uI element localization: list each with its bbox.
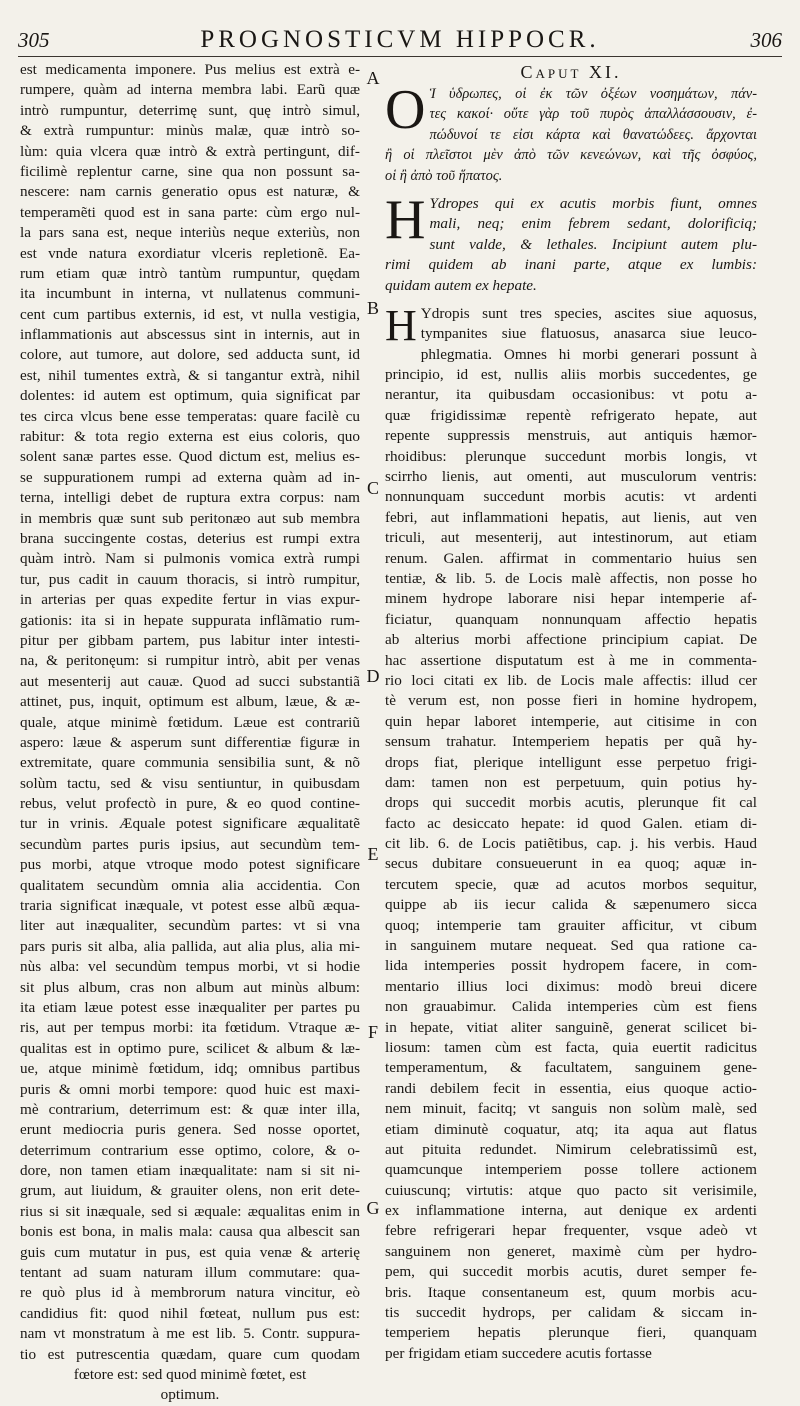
commentary-line: in hepate, vitiat aliter sanguinẽ, generat scilicet bi- bbox=[385, 1018, 757, 1036]
commentary-line: ab alterius morbi affectione principium capiat. De bbox=[385, 631, 757, 649]
latin-translation bbox=[385, 188, 757, 296]
greek-line: πώδυνοί τε εἰσι κάρτα καὶ θανατώδεες. ἄρχονται bbox=[429, 126, 757, 143]
text-line: quale, atque minimè fœtidum. Læue est contrariũ bbox=[20, 713, 360, 731]
greek-line: ἢ οἱ πλεῖστοι μὲν ἀπὸ τῶν κενεώνων, καὶ τῆς ὀσφύος, bbox=[385, 147, 757, 164]
text-line: est medicamenta imponere. Pus melius est extrà e- bbox=[20, 61, 360, 78]
text-line: rabitur: & tota regio externa est eius coloris, quo bbox=[20, 428, 360, 446]
page-number-right: 306 bbox=[750, 28, 782, 52]
text-line: & extrà rumpuntur: minùs malæ, quæ intrò so- bbox=[20, 122, 360, 140]
text-line: aspero: læue & asperum sunt differentiæ figuræ in bbox=[20, 733, 360, 751]
commentary-line: rio loci citati ex lib. de Locis male affectis: illud cer bbox=[385, 671, 757, 689]
commentary-line: tympanites siue flatuosus, anasarca siue leuco- bbox=[420, 325, 757, 343]
commentary-line: scirrho lienis, aut omenti, aut musculorum ventris: bbox=[385, 468, 757, 486]
text-line: solùm tactu, sed & visu sentiuntur, in quibusdam bbox=[20, 774, 360, 792]
text-line: cent cum partibus externis, id est, vt nulla vestigia, bbox=[20, 305, 360, 323]
commentary-line: Ydropis sunt tres species, ascites siue aquosus, bbox=[420, 304, 757, 322]
commentary bbox=[385, 300, 757, 1364]
commentary-line: nem minuit, facitq; vt sanguis non solùm malè, sed bbox=[385, 1100, 757, 1118]
commentary-line: tercutem specie, quæ ad acutos morbos sequitur, bbox=[385, 875, 757, 893]
text-line: nam vt monstratum à me est lib. 5. Contr. suppura- bbox=[20, 1325, 360, 1343]
commentary-line: facto ac desiccato hepate: id quod Galen. etiam di- bbox=[385, 814, 757, 832]
greek-aphorism bbox=[385, 79, 757, 186]
margin-letter: C bbox=[366, 478, 379, 498]
commentary-line: dam: tamen non est perpetuum, quin potius hy- bbox=[385, 773, 757, 791]
text-line: mè contrarium, deterrimum est: & quæ inter illa, bbox=[20, 1100, 360, 1118]
text-line: re quò plus id à membrorum natura vincitur, eò bbox=[20, 1284, 360, 1302]
text-line: rumpere, quàm ad interna membra labi. Earũ quæ bbox=[20, 81, 360, 99]
text-line: bonis est bona, in malis mala: causa qua albescit san bbox=[20, 1223, 360, 1241]
margin-letter: D bbox=[366, 666, 380, 686]
text-line: tur in vrinis. Æquale potest significare æqualitatẽ bbox=[20, 815, 360, 833]
commentary-line: hac assertione disputatum est à me in commenta- bbox=[385, 651, 757, 669]
text-line: lùm: quia vlcera quæ intrò & extrà pertingunt, dif- bbox=[20, 142, 360, 160]
text-line: sit plus album, cras non album aut minùs album: bbox=[20, 978, 360, 996]
commentary-line: quoq; intemperie tam grauiter afficitur, vt cibum bbox=[385, 916, 757, 934]
text-line: est, nihil tumentes extrà, & si tangantur extrà, nihil bbox=[20, 366, 360, 384]
text-line: colore, aut tumore, aut dolore, sed adducta sunt, id bbox=[20, 346, 360, 364]
text-line: na, & peritonęum: si rumpitur intrò, abit per venas bbox=[20, 652, 360, 670]
text-line: nùs alba: vel secundùm tempus morbi, vt si hodie bbox=[20, 958, 360, 976]
commentary-line: febre refrigerari hepar frequenter, vsque adeò vt bbox=[385, 1222, 757, 1240]
latin-line: sunt valde, & lethales. Incipiunt autem plu- bbox=[429, 235, 757, 253]
chapter-heading: Caput XI. bbox=[520, 62, 622, 82]
commentary-line: quippe ab iis iecur calida & sæpenumero sicca bbox=[385, 896, 757, 914]
greek-line: Ἱ ὑδρωπες, οἱ ἐκ τῶν ὀξέων νοσημάτων, πάν- bbox=[429, 86, 757, 102]
margin-letter: G bbox=[366, 1198, 380, 1218]
text-line: ficilimè replentur carne, sine qua non possunt sa- bbox=[20, 162, 360, 180]
commentary-line: mentario illius loci diximus: modò breui dicere bbox=[385, 977, 757, 995]
text-line: terna, intelligi debet de ruptura extra corpus: nam bbox=[20, 489, 360, 507]
text-line: brana succingente costas, deterius est rumpi extra bbox=[20, 529, 360, 547]
text-line: ue, atque minimè fœtidum, idq; omnibus partibus bbox=[20, 1060, 360, 1078]
commentary-line: tentiæ, & lib. 5. de Locis malè affectis, non posse ho bbox=[385, 569, 757, 587]
commentary-line: ficiatur, quanquam nonnunquam affectio hepatis bbox=[385, 610, 757, 628]
commentary-line: principio, id est, nullis aliis morbis succedentes, ge bbox=[385, 366, 757, 384]
commentary-line: renum. Galen. affirmat in commentario huius sen bbox=[385, 549, 757, 567]
text-line: guis cum mutatur in pus, est quia venæ & arterię bbox=[20, 1243, 360, 1261]
commentary-line: minem hydrope laborare nisi hepar intemperie af- bbox=[385, 590, 757, 608]
margin-letter: E bbox=[367, 844, 379, 864]
latin-line: rimi quidem ab inani parte, atque ex lumbis: bbox=[385, 256, 757, 274]
text-line: traria significat inæquale, vt potest esse albũ æqua- bbox=[20, 897, 360, 915]
text-line: intrò rumpuntur, deterrimę sunt, quę intrò simul, bbox=[20, 101, 360, 119]
commentary-line: pem, qui succedit morbis acutis, duret semper fe- bbox=[385, 1263, 757, 1281]
text-line: grum, aut liuidum, & grauiter olens, non erit dete- bbox=[20, 1182, 360, 1200]
commentary-line: rhoidibus: plerunque succedunt morbis longis, vt bbox=[385, 447, 757, 465]
commentary-line: liosum: tamen cùm est facta, quia euertit radicitus bbox=[385, 1038, 757, 1056]
latin-line: Ydropes qui ex acutis morbis fiunt, omnes bbox=[429, 194, 757, 212]
left-column bbox=[20, 60, 360, 1406]
commentary-line: cit lib. 6. de Locis patiẽtibus, cap. j. his verbis. Haud bbox=[385, 835, 757, 853]
text-line: est vnde natura exordiatur vlceris repletionẽ. Ea- bbox=[20, 244, 360, 262]
text-line: tio est putrescentia quædam, quare cum quodam bbox=[20, 1345, 360, 1363]
text-line: ita etiam læue potest esse inæqualiter per partes pu bbox=[20, 998, 360, 1016]
commentary-line: bris. Itaque consentaneum est, quum morbis acu- bbox=[385, 1283, 757, 1301]
text-line: pitur per gibbam partem, pus labitur inter intesti- bbox=[20, 631, 360, 649]
text-line: ita incumbunt in interna, vt nullatenus communi- bbox=[20, 285, 360, 303]
text-line: tur, pus cadit in cauum thoracis, si intrò rumpitur, bbox=[20, 570, 360, 588]
commentary-line: sensum trahatur. Intemperiem hepatis per quã hy- bbox=[385, 733, 757, 751]
text-line: candidius fit: quod nihil fœteat, nullum pus est: bbox=[20, 1304, 360, 1322]
text-line: solent sanæ partes esse. Quod dictum est, melius es- bbox=[20, 448, 360, 466]
text-line: dolentes: id autem est optimum, quia significat par bbox=[20, 387, 360, 405]
text-line: dore, non tamen etiam inæqualitate: nam si sit ni- bbox=[20, 1162, 360, 1180]
text-line: fœtore est: sed quod minimè fœtet, est bbox=[73, 1366, 307, 1383]
text-line: rum etiam quæ intrò tantùm rumpuntur, quędam bbox=[20, 264, 360, 282]
text-line: qualitatem secundùm omnia alia accidentia. Con bbox=[20, 876, 360, 894]
text-line: in membris quæ sunt sub peritonæo aut sub membra bbox=[20, 509, 360, 527]
text-line: rius si sit inæquale, sed si æquale: æqualitas enim in bbox=[20, 1202, 360, 1220]
commentary-line: repente suppressis menstruis, aut antiquis hæmor- bbox=[385, 427, 757, 445]
text-line: puris & omni morbi tempore: quod huic est maxi- bbox=[20, 1080, 360, 1098]
right-column bbox=[385, 60, 757, 1364]
commentary-line: temperiem hepatis plerunque fieri, quanquam bbox=[385, 1324, 757, 1342]
text-line: ris, aut per tempus morbi: ita fœtidum. Vtraque æ- bbox=[20, 1019, 360, 1037]
text-line: la pars sana est, neque interiùs neque exteriùs, non bbox=[20, 224, 360, 242]
greek-line: τες κακοί· οὔτε γὰρ τοῦ πυρὸς ἀπαλλάσσουσιν, ἐ- bbox=[429, 106, 757, 123]
text-line: quàm intrò. Nam si pulmonis vomica extrà rumpi bbox=[20, 550, 360, 568]
text-line: temperamẽti quod est in sana parte: cùm ergo nul- bbox=[20, 203, 360, 221]
latin-line: quidam autem ex hepate. bbox=[385, 276, 537, 294]
commentary-line: temperamentum, & facultatem, sanguinem gene- bbox=[385, 1059, 757, 1077]
latin-line: mali, neq; enim febrem sedant, dolorificiq; bbox=[429, 215, 757, 233]
running-title: PROGNOSTICVM HIPPOCR. bbox=[200, 26, 600, 53]
text-line: pus morbi, atque vtroque modo potest significare bbox=[20, 856, 360, 874]
commentary-line: tè verum est, non posse fieri in homine hydropem, bbox=[385, 692, 757, 710]
latin-drop-cap: H bbox=[385, 188, 426, 251]
text-line: erunt mediocria puris genera. Sed nosse oportet, bbox=[20, 1121, 360, 1139]
text-line: extremitate, quare communia sensibilia sunt, & nõ bbox=[20, 754, 360, 772]
text-line: rebus, velut profectò in pure, & eo quod contine- bbox=[20, 795, 360, 813]
commentary-line: triculi, aut mesenterij, aut intestinorum, aut etiam bbox=[385, 529, 757, 547]
commentary-line: cuiuscunq; virtutis: atque quo pacto sit verisimile, bbox=[385, 1181, 757, 1199]
commentary-line: aut pituita redundet. Nimirum celebratissimũ est, bbox=[385, 1140, 757, 1158]
header-rule bbox=[18, 56, 782, 57]
commentary-line: drops fiat, plerique intelligunt esse perpetuo frigi- bbox=[385, 753, 757, 771]
text-line: liter aut inæqualiter, secundùm partes: vt si vna bbox=[20, 917, 360, 935]
text-line: secundùm partes puris ipsius, aut secundùm tem- bbox=[20, 835, 360, 853]
margin-letter: B bbox=[366, 298, 379, 318]
text-line: optimum. bbox=[160, 1386, 220, 1404]
commentary-line: febri, aut inflammationi hepatis, aut lienis, aut ven bbox=[385, 508, 757, 526]
commentary-line: quamcunque intemperiem posse tollere actionem bbox=[385, 1161, 757, 1179]
commentary-line: sanguinem non generet, maximè cùm per hydro- bbox=[385, 1242, 757, 1260]
commentary-line: quæ frigidissimæ repentè refrigerato hepate, aut bbox=[385, 406, 757, 424]
commentary-line: per frigidam etiam succedere acutis fortasse bbox=[385, 1344, 652, 1362]
text-line: pars puris sit alba, alia pallida, aut alia plus, alia mi- bbox=[20, 937, 360, 955]
commentary-line: lida intemperies possit hydropem facere, in com- bbox=[385, 957, 757, 975]
text-line: tes circa vlcus bene esse temperatas: quare facilè cu bbox=[20, 407, 360, 425]
text-line: se suppurationem rumpi ad externa quàm ad in- bbox=[20, 468, 360, 486]
commentary-line: secus dubitare consueuerunt in ea quoq; aquæ in- bbox=[385, 855, 757, 873]
margin-letter: A bbox=[366, 68, 380, 88]
commentary-line: tis succedit hydrops, per calidam & siccam in- bbox=[385, 1304, 757, 1322]
text-line: nescere: nam carnis generatio opus est naturæ, & bbox=[20, 183, 360, 201]
commentary-line: etiam diminutè coquatur, atq; ita aqua aut flatus bbox=[385, 1120, 757, 1138]
commentary-line: randi debilem fecit in essentia, eius quoque actio- bbox=[385, 1079, 757, 1097]
text-line: qualitas est in optimo pure, scilicet & album & læ- bbox=[20, 1039, 360, 1057]
commentary-line: drops qui succedit morbis acutis, plerunque fit cal bbox=[385, 794, 757, 812]
text-line: gationis: ita si in hepate suppurata inflãmatio rum- bbox=[20, 611, 360, 629]
page-header bbox=[18, 24, 782, 58]
commentary-line: quin hepar laboret intemperie, aut citisime in con bbox=[385, 712, 757, 730]
margin-letter: F bbox=[367, 1022, 378, 1042]
text-line: inflammationis aut abscessus sint in internis, aut in bbox=[20, 326, 360, 344]
commentary-line: nonnunquam succedunt morbis acutis: vt ardenti bbox=[385, 488, 757, 506]
commentary-line: phlegmatia. Omnes hi morbi generari possunt à bbox=[420, 345, 757, 363]
text-line: deterrimum contrarium esse optimo, colore, & o- bbox=[20, 1141, 360, 1159]
page-number-left: 305 bbox=[18, 28, 50, 52]
greek-line: οἱ ἢ ἀπὸ τοῦ ἥπατος. bbox=[385, 167, 503, 184]
commentary-drop-cap: H bbox=[385, 300, 417, 350]
commentary-line: nerantur, ita quibusdam occasionibus: vt potu a- bbox=[385, 386, 757, 404]
text-line: attinet, pus, inquit, optimum est album, læue, & æ- bbox=[20, 693, 360, 711]
text-line: tentant ad suam naturam illum commutare: qua- bbox=[20, 1264, 360, 1282]
commentary-line: non grauabimur. Calida intemperies cùm est fiens bbox=[385, 998, 757, 1016]
text-line: in arterias per quas expedite fertur in vias expur- bbox=[20, 591, 360, 609]
text-line: aut mesenterij aut cauæ. Quod ad succi substantiã bbox=[20, 672, 360, 690]
commentary-line: in sanguinem mutare nequeat. Sed qua ratione ca- bbox=[385, 937, 757, 955]
commentary-line: ex inflammatione interna, aut denique ex ardenti bbox=[385, 1202, 757, 1220]
greek-drop-cap: Ο bbox=[385, 79, 426, 141]
